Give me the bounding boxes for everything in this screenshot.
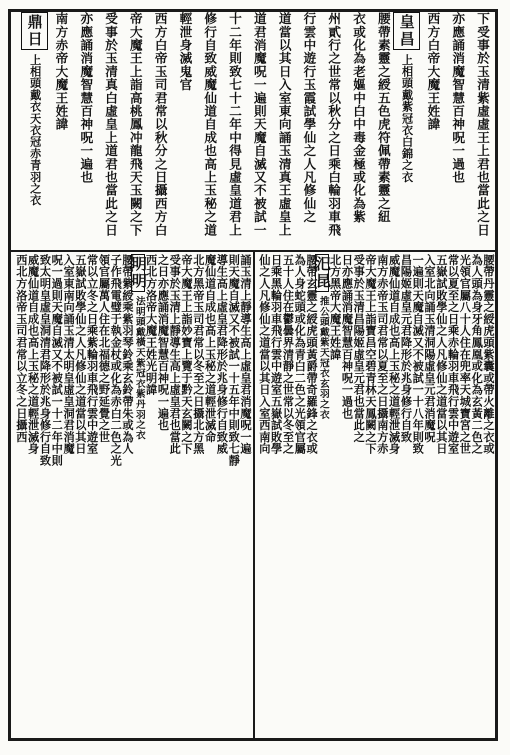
text-column <box>420 12 445 248</box>
text-column <box>320 12 345 248</box>
text-column <box>313 254 332 738</box>
column-text: 五十人住在鬱曇界清靜之世常以冬至之 <box>281 254 296 455</box>
column-text: 南方赤帝玉司君常以夏至之日攝南方赤 <box>375 254 390 455</box>
text-column <box>27 254 39 738</box>
text-column <box>329 254 341 738</box>
text-column <box>221 12 246 248</box>
column-text: 致太明皇虛皇洞清君降形於兆身修行自致 <box>38 254 53 467</box>
text-column <box>435 254 447 738</box>
text-column <box>444 12 469 248</box>
column-text: 入室東南向誦玉清太明皇虛皇洞君消魔 <box>62 254 77 455</box>
column-text: 西方白帝大魔王姓諱 <box>425 12 441 131</box>
column-text: 常以立冬之日乘紫輪羽車飛行雲中遊室 <box>85 254 100 455</box>
column-text: 常以夏至之日乘赤輪羽車飛行雲中遊室 <box>446 254 461 455</box>
column-text: 昌陽姬虛皇元君降形於兆身修行自致 <box>399 254 414 443</box>
text-column <box>23 12 48 248</box>
text-column <box>352 254 367 738</box>
column-text: 道當以其日入室東向誦玉清真王虛皇上 <box>276 12 292 237</box>
text-column <box>129 254 148 738</box>
column-text: 腰帶紫綬乘紫羽琴鈴乘玄鈴帶朱或為人 <box>121 254 136 455</box>
text-column <box>109 254 124 738</box>
text-column <box>97 12 122 248</box>
column-text: 受事於玉清上靜導生高上虛皇君也當此 <box>168 254 183 455</box>
text-column <box>147 12 172 248</box>
text-column <box>216 254 228 738</box>
column-text: 帝大魔王上詣高桃鳳冲龍飛天玉闕之下 <box>127 12 143 237</box>
text-column <box>180 254 195 738</box>
column-text: 五嶽試敗學仙之人凡修仙之道當以其日 <box>73 254 88 455</box>
column-text: 亦應誦消魔智慧百神呪一遍也 <box>78 12 94 184</box>
column-text: 帝大魔王上詣寶昌空碧青林天鳳闕之下 <box>364 254 379 455</box>
column-text: 威魔仙道自成也高上玉秘之道輕泄滅身 <box>26 254 41 455</box>
text-column <box>48 12 73 248</box>
column-text: 導生高上虛皇君降形於兆身修行自致威 <box>215 254 230 455</box>
column-text: 輕泄身滅鬼官 <box>177 12 193 92</box>
text-column <box>271 12 296 248</box>
column-text: 仙之人凡修仙之道當以其日入室西南向 <box>257 254 272 455</box>
text-column <box>72 12 97 248</box>
text-column <box>246 12 271 248</box>
bottom-right-panel <box>257 254 494 738</box>
text-column <box>482 254 494 738</box>
text-column <box>15 254 27 738</box>
bottom-left-panel <box>13 254 251 738</box>
deity-name-seal: 鼎日 <box>21 12 48 50</box>
column-text: 誦玉清上靜導生高上虛皇君消魔呪一遍 <box>239 254 253 455</box>
column-text: 北方黑帝玉司君常以冬至之日攝北方黑 <box>191 254 206 455</box>
text-column <box>239 254 251 738</box>
text-column <box>62 254 77 738</box>
column-text: 五嶽試敗學仙之人凡修仙之道當以其日 <box>434 254 449 455</box>
column-text: 腰帶素靈之綬五色虎符佩帶素靈之紐 <box>375 12 391 224</box>
text-column <box>258 254 270 738</box>
column-text: 受事於玉清昌陽姬虛皇元君也當此之 <box>352 254 367 443</box>
text-column <box>145 254 157 738</box>
text-column <box>341 254 353 738</box>
column-text: 下受事於玉清紫虛虛王上君也當此之日 <box>475 12 490 237</box>
text-column <box>388 254 400 738</box>
column-text: 腰帶玄靈之綬虎頭黃爵帶奇羅鋒之衣或 <box>305 254 320 455</box>
text-column <box>192 254 204 738</box>
text-column <box>196 12 221 248</box>
column-text: 西北方洛帝玉司君常以立冬之日攝西 <box>14 254 29 443</box>
column-text: 光領官屬八十人住在兜率天城寶宮之世 <box>458 254 473 455</box>
column-text: 為人身蛇頭或化為青白二色之光領官屬 <box>293 254 308 455</box>
column-text: 十二年則致七十二年中得見虛皇道君上 <box>227 12 243 237</box>
annotation-text: 推公頭戴紫天冠衣玄羽之衣 <box>317 296 329 420</box>
vertical-divider <box>253 251 255 738</box>
text-column <box>459 254 471 738</box>
text-column <box>364 254 379 738</box>
text-column <box>122 12 147 248</box>
column-text: 入室北向誦玉清洞陽虛皇元君消魔呪 <box>423 254 438 443</box>
text-column <box>293 254 308 738</box>
text-column <box>86 254 98 738</box>
text-column <box>50 254 65 738</box>
column-text: 日乘黑輪羽車飛行雲中遊室五嶽試敗學 <box>269 254 284 455</box>
annotation-text: 法明頭戴橫天紫冠衣紫丹羽之衣 <box>133 296 145 441</box>
column-text: 領官屬萬人住在北福德之野延覺之世 <box>97 254 112 443</box>
column-text: 西北方洛帝大魔王姓光明諱 <box>144 254 159 396</box>
text-column <box>282 254 294 738</box>
column-text: 為人頭為身牙角鳳凰或化為玄黃二色之 <box>470 254 485 455</box>
column-text: 州貳行之世常以秋分之日乘白輪羽車飛 <box>326 12 342 237</box>
column-text: 呪一過則天魔自滅又不被試一十二年中則 <box>50 254 65 467</box>
text-column <box>423 254 438 738</box>
text-column <box>400 254 412 738</box>
column-text: 西方白帝玉司君常以秋分之日攝西方白 <box>152 12 168 237</box>
column-text: 之日亦應誦消魔智慧百神呪一遍也 <box>156 254 171 431</box>
column-text: 帝大魔王上詣妙寶上覽于黔天玄闕之下 <box>180 254 195 455</box>
column-text: 南方赤帝大魔王姓諱 <box>53 12 69 131</box>
text-column <box>470 254 485 738</box>
column-text: 子作飛電璧于執金杖或化為赤白二色之光 <box>109 254 124 467</box>
column-text: 腰帶丹靈之綬虎頭紫囊或帶火離之衣或 <box>482 254 496 455</box>
deity-name-seal: 皇昌 <box>393 12 420 50</box>
annotation-text: 上相頭戴衣天衣冠赤青羽之衣 <box>28 54 42 207</box>
text-column <box>168 254 183 738</box>
text-column <box>370 12 395 248</box>
text-column <box>227 254 242 738</box>
text-column <box>157 254 169 738</box>
column-text: 則天魔自滅又不被試一十五年中則致七靜 <box>227 254 242 467</box>
text-column <box>411 254 426 738</box>
text-column <box>296 12 321 248</box>
text-column <box>98 254 110 738</box>
text-column <box>270 254 282 738</box>
text-column <box>447 254 459 738</box>
text-column <box>74 254 86 738</box>
column-text: 衣或化為老嫗中白中毒金極或化為紫 <box>351 12 367 224</box>
column-text: 北方黑帝大魔王姓諱 <box>328 254 343 361</box>
column-text: 威魔仙道自成也高上玉秘之道輕泄滅身 <box>387 254 402 455</box>
text-column <box>172 12 197 248</box>
text-column <box>376 254 388 738</box>
column-text: 行雲中遊行玉霞試學仙之人凡修仙之 <box>301 12 317 224</box>
text-column <box>395 12 420 248</box>
text-column <box>469 12 494 248</box>
column-text: 一遍則天魔自滅又不被試一十八年則致 <box>411 254 426 455</box>
top-panel <box>14 12 494 248</box>
text-column <box>345 12 370 248</box>
column-text: 日亦應誦消魔智慧百神呪一過也 <box>340 254 355 420</box>
column-text: 道君消魔呪一遍則天魔自滅又不被試一 <box>251 12 267 237</box>
text-column <box>39 254 51 738</box>
column-text: 修行自致威魔仙道自成也高上玉秘之道 <box>202 12 218 237</box>
deity-name-seal: 汜昆 <box>313 256 332 290</box>
column-text: 受事於玉清真白虛皇上道君也當此之日 <box>103 12 119 237</box>
column-text: 魔仙道自成也高上玉秘之道輕泄滅命 <box>203 254 218 443</box>
deity-name-seal: 明明 <box>129 256 148 290</box>
column-text: 亦應誦消魔智慧百神呪一過也 <box>450 12 466 184</box>
text-column <box>204 254 216 738</box>
annotation-text: 上相頭戴紫冠衣白錦之衣 <box>400 54 414 183</box>
